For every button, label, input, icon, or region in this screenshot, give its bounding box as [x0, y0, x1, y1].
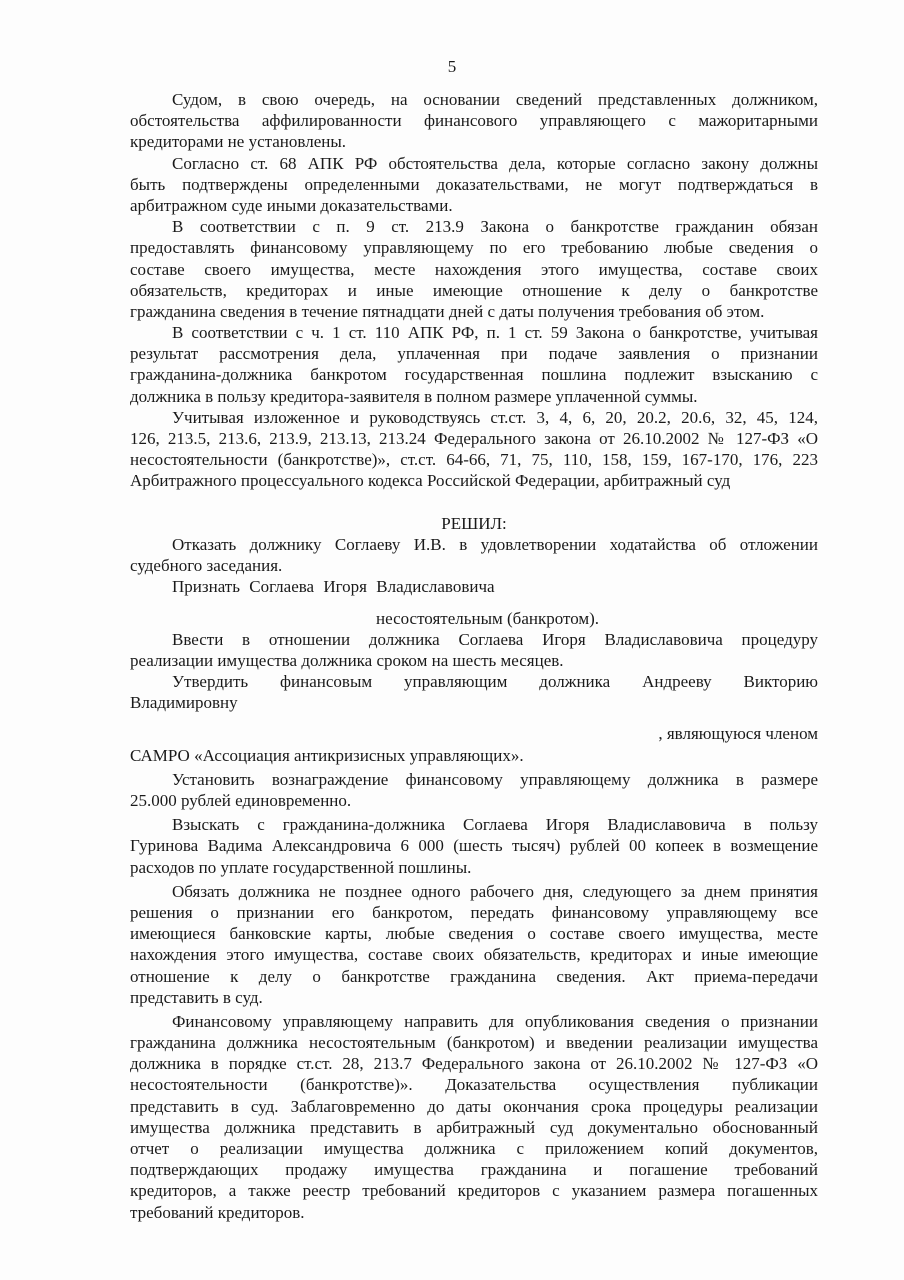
text-line: имеющиеся банковские карты, любые сведения о составе своего имущества, месте [130, 924, 818, 944]
text-line: предоставлять финансовому управляющему по его требованию любые сведения о [130, 238, 818, 258]
paragraph-property-realization [130, 629, 818, 671]
paragraph-art68 [130, 153, 818, 217]
text-line: отчет о реализации имущества должника с приложением копий документов, [130, 1139, 818, 1158]
text-line: результат рассмотрения дела, уплаченная при подаче заявления о признании [130, 344, 818, 364]
text-line: В соответствии с ч. 1 ст. 110 АПК РФ, п. 1 ст. 59 Закона о банкротстве, учитывая [172, 323, 818, 343]
text-line: Отказать должнику Соглаеву И.В. в удовлетворении ходатайства об отложении [172, 534, 818, 554]
text-line: гражданина сведения в течение пятнадцати дней с даты получения требования об этом. [130, 301, 765, 321]
text-line: несостоятельности (банкротстве)», ст.ст. 64-66, 71, 75, 110, 158, 159, 167-170, 176, 223 [130, 450, 818, 470]
text-line: кредиторами не установлены. [130, 132, 347, 152]
text-line: представить в суд. [130, 987, 263, 1007]
text-line: требований кредиторов. [130, 1202, 305, 1222]
text-line: САМРО «Ассоциация антикризисных управляющих». [130, 745, 524, 765]
text-line: подтверждающих продажу имущества гражданина и погашение требований [130, 1160, 818, 1180]
text-line: Признать Соглаева Игоря Владиславовича [172, 577, 495, 597]
paragraph-remuneration [130, 769, 818, 811]
text-line: Арбитражного процессуального кодекса Российской Федерации, арбитражный суд [130, 471, 731, 491]
text-line: Гуринова Вадима Александровича 6 000 (шесть тысяч) рублей 00 копеек в возмещение [130, 836, 818, 856]
text-line: имущества должника представить в арбитражный суд документально обоснованный [130, 1117, 818, 1137]
page-number: 5 [447, 57, 457, 76]
text-line: нахождения этого имущества, составе своих обязательств, кредиторах и иные имеющие [130, 945, 818, 965]
text-line: Финансовому управляющему направить для опубликования сведения о признании [172, 1011, 818, 1031]
text-line: несостоятельности (банкротстве)». Доказательства осуществления публикации [130, 1075, 818, 1095]
text-line: Взыскать с гражданина-должника Соглаева Игоря Владиславовича в пользу [172, 815, 818, 835]
text-line: отношение к делу о банкротстве гражданина сведения. Акт приема-передачи [130, 966, 818, 986]
decision-heading: РЕШИЛ: [441, 513, 507, 533]
document-body [130, 89, 818, 1223]
paragraph-declare-bankrupt [130, 576, 818, 628]
text-line: решения о признании его банкротом, передать финансовому управляющему все [130, 902, 818, 922]
text-line: расходов по уплате государственной пошлины. [130, 857, 472, 877]
paragraph-legal-basis [130, 407, 818, 492]
paragraph-appoint-manager [130, 671, 818, 766]
text-line: реализации имущества должника сроком на шесть месяцев. [130, 650, 564, 670]
text-line: гражданина-должника банкротом государственная пошлина подлежит взысканию с [130, 365, 818, 385]
text-line: 25.000 рублей единовременно. [130, 791, 352, 810]
text-line: 126, 213.5, 213.6, 213.9, 213.13, 213.24 Федерального закона от 26.10.2002 № 127-ФЗ «О [130, 429, 818, 448]
paragraph-debtor-obligations [130, 881, 818, 1008]
text-line: , являющуюся членом [658, 724, 818, 744]
text-line: Утвердить финансовым управляющим должника Андрееву Викторию [172, 672, 818, 692]
text-line: должника в порядке ст.ст. 28, 213.7 Федерального закона от 26.10.2002 № 127-ФЗ «О [130, 1054, 818, 1074]
paragraph-recover-fee [130, 814, 818, 878]
paragraph-manager-duties [130, 1011, 818, 1223]
text-line: обстоятельства аффилированности финансового управляющего с мажоритарными [130, 111, 818, 131]
text-line: судебного заседания. [130, 556, 283, 576]
text-line: Ввести в отношении должника Соглаева Игоря Владиславовича процедуру [172, 629, 818, 649]
text-line: В соответствии с п. 9 ст. 213.9 Закона о банкротстве гражданин обязан [172, 217, 818, 237]
paragraph-affiliation [130, 89, 818, 153]
text-line: кредиторов, а также реестр требований кредиторов с указанием размера погашенных [130, 1181, 818, 1201]
paragraph-art213-9 [130, 216, 818, 322]
text-line: обязательств, кредиторах и иные имеющие отношение к делу о банкротстве [130, 280, 818, 300]
text-line: Обязать должника не позднее одного рабочего дня, следующего за днем принятия [172, 881, 818, 901]
text-line: быть подтверждены определенными доказательствами, не могут подтверждаться в [130, 174, 818, 194]
text-line: должника в пользу кредитора-заявителя в полном размере уплаченной суммы. [130, 386, 698, 406]
text-line: Судом, в свою очередь, на основании сведений представленных должником, [172, 90, 818, 109]
text-line: Установить вознаграждение финансовому управляющему должника в размере [172, 769, 818, 789]
paragraph-state-fee [130, 322, 818, 407]
text-line: гражданина должника несостоятельным (банкротом) и введении реализации имущества [130, 1033, 818, 1053]
text-line: Согласно ст. 68 АПК РФ обстоятельства дела, которые согласно закону должны [172, 153, 818, 173]
text-line: составе своего имущества, месте нахождения этого имущества, составе своих [130, 259, 818, 279]
text-line: Учитывая изложенное и руководствуясь ст.ст. 3, 4, 6, 20, 20.2, 20.6, 32, 45, 124, [172, 407, 818, 427]
text-line: представить в суд. Заблаговременно до даты окончания срока процедуры реализации [130, 1096, 818, 1116]
paragraph-refuse-postponement [130, 534, 818, 576]
text-line: Владимировну [130, 693, 238, 713]
text-line: арбитражном суде иными доказательствами. [130, 195, 453, 215]
text-line: несостоятельным (банкротом). [376, 608, 600, 628]
